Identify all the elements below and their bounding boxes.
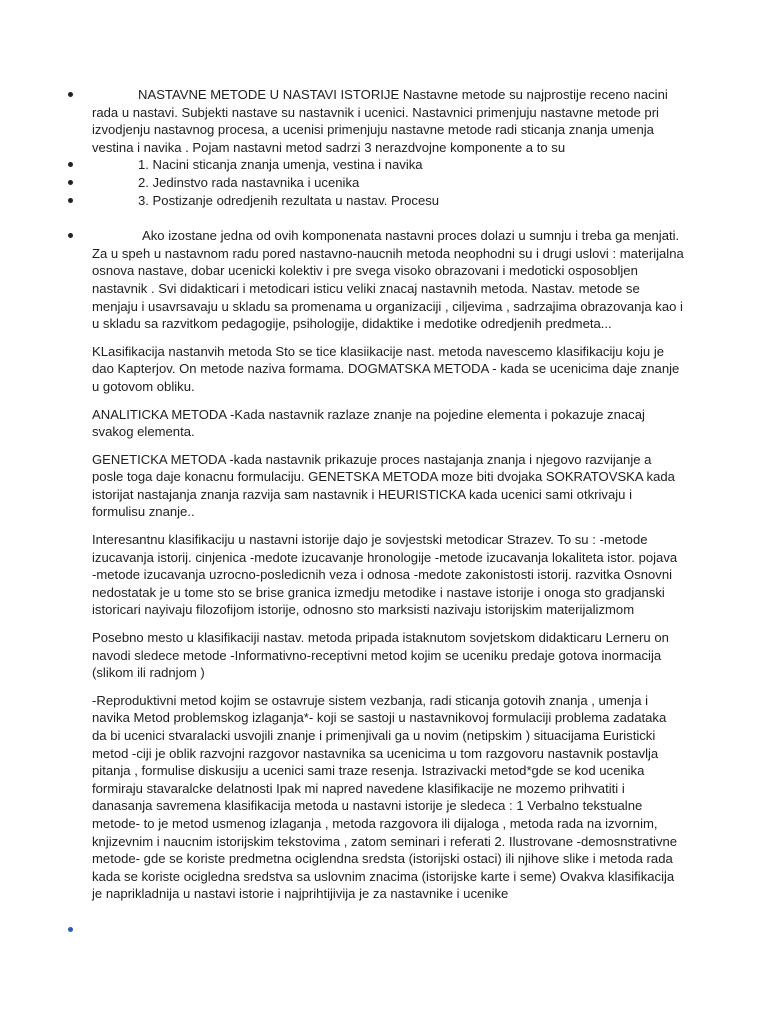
paragraph: ANALITICKA METODA -Kada nastavnik razlaze znanje na pojedine elementa i pokazuje znacaj svakog elementa. — [92, 406, 645, 440]
list-item-text: 1. Nacini sticanja znanja umenja, vestina i navika — [138, 157, 423, 173]
paragraph: GENETICKA METODA -kada nastavnik prikazuje proces nastajanja znanja i njegovo razvijanje a posle toga daje konacnu formulaciju. GENETSKA METODA moze biti dvojaka SOKRATOVSKA kada istorijat nastajanja znanja razvija sam nastavnik i HEURISTICKA kada ucenici sami otkrivaju i formulisu znanje.. — [92, 451, 675, 520]
list-item-text: 3. Postizanje odredjenih rezultata u nastav. Procesu — [138, 192, 440, 208]
bullet-icon — [68, 927, 73, 932]
paragraph: KLasifikacija nastanvih metoda Sto se tice klasiikacije nast. metoda navescemo klasifikaciju koju je dao Kapterjov. On metode naziva formama. DOGMATSKA METODA - kada se ucenicima daje znanje u gotovom obliku. — [92, 343, 680, 394]
bullet-icon — [68, 233, 73, 238]
list-item-empty — [64, 921, 684, 939]
list-item — [64, 227, 684, 333]
bullet-icon — [68, 180, 73, 185]
paragraph: Interesantnu klasifikaciju u nastavni istorije dajo je sovjestski metodicar Strazev. To su : -metode izucavanja istorij. cinjenica -medote izucavanje hronologije -metode izucavanja lokaliteta istor. pojava -metode izucavanja uzrocno-posledicnih veza i odnosa -medote zakonistosti istorij. razvitka Osnovni nedostatak je u tome sto se brise granica izmedju metodike i nastave istorije i onoga sto gradjanski istoricari nayivaju filozofijom istorije, odnosno sto marksisti nazivaju istorijskim materijalizmom — [92, 532, 678, 618]
list-item-text: Ako izostane jedna od ovih komponenata nastavni proces dolazi u sumnju i treba ga menjati. Za u speh u nastavnom radu pored nastavno-naucnih metoda neophodni su i drugi uslovi : materijalna osnova nastave, dobar ucenicki kolektiv i pre svega visoko obrazovani i medoticki osposobljen nastavnik . Svi didakticari i metodicari isticu veliki znacaj nastavnih metoda. Nastav. metode se menjaju i usavrsavaju u skladu sa promenama u organizaciji , ciljevima , sadrzajima obrazovanja kao i u skladu sa razvitkom pedagogije, psihologije, didaktike i medotike odredjenih predmeta... — [92, 228, 684, 332]
list-item — [64, 192, 684, 210]
paragraph: -Reproduktivni metod kojim se ostavruje sistem vezbanja, radi sticanja gotovih znanja , umenja i navika Metod problemskog izlaganja*- koji se sastoji u nastavnikovoj formulaciji problema zadataka da bi ucenici stvaralacki usvojili znanje i primenjivali ga u novim (netipskim ) situacijama Euristicki metod -ciji je oblik razvojni razgovor nastavnika sa ucenicima u tom razgovoru nastavnik postavlja pitanja , formulise diskusiju a ucenici sami traze resenja. Istrazivacki metod*gde se kod ucenika formiraju stavaralcke delatnosti Ipak mi napred navedene klasifikacije ne mozemo prihvatiti i danasanja savremena klasifikacija metoda u nastavni istorije je sledeca : 1 Verbalno tekstualne metode- to je metod usmenog izlaganja , metoda razgovora ili dijaloga , metoda rada na izvornim, knjizevnim i naucnim istorijskim tekstovima , zatom seminari i referati 2. Ilustrovane -demosnstrativne metode- gde se koriste predmetna ociglendna sredsta (istorijski ostaci) ili njihove slike i metoda rada kada se koriste ocigledna sredstva sa uslovnim znacima (istorijske karte i seme) Ovakva klasifikacija je naprikladnija u nastavi istorie i najprihtijivija je za nastavnike i ucenike — [92, 692, 678, 902]
list-item-text: NASTAVNE METODE U NASTAVI ISTORIJE Nastavne metode su najprostije receno nacini rada u nastavi. Subjekti nastave su nastavnik i ucenici. Nastavnici primenjuju nastavne metode pri izvodjenju nastavnog procesa, a ucenisi primenjuju nastavne metode radi sticanja znanja umenja vestina i navika . Pojam nastavni metod sadrzi 3 nerazdvojne komponente a to su — [92, 87, 668, 155]
bullet-icon — [68, 162, 73, 167]
bullet-icon — [68, 92, 73, 97]
bullet-icon — [68, 198, 73, 203]
paragraph: Posebno mesto u klasifikaciji nastav. metoda pripada istaknutom sovjetskom didakticaru Lerneru on navodi sledece metode -Informativno-receptivni metod kojim se uceniku predaje gotova inormacija (slikom ili radnjom ) — [92, 630, 669, 681]
document-body — [64, 86, 684, 939]
list-item — [64, 86, 684, 156]
list-item — [64, 156, 684, 174]
list-item-text: 2. Jedinstvo rada nastavnika i ucenika — [138, 174, 360, 190]
list-item — [64, 174, 684, 192]
